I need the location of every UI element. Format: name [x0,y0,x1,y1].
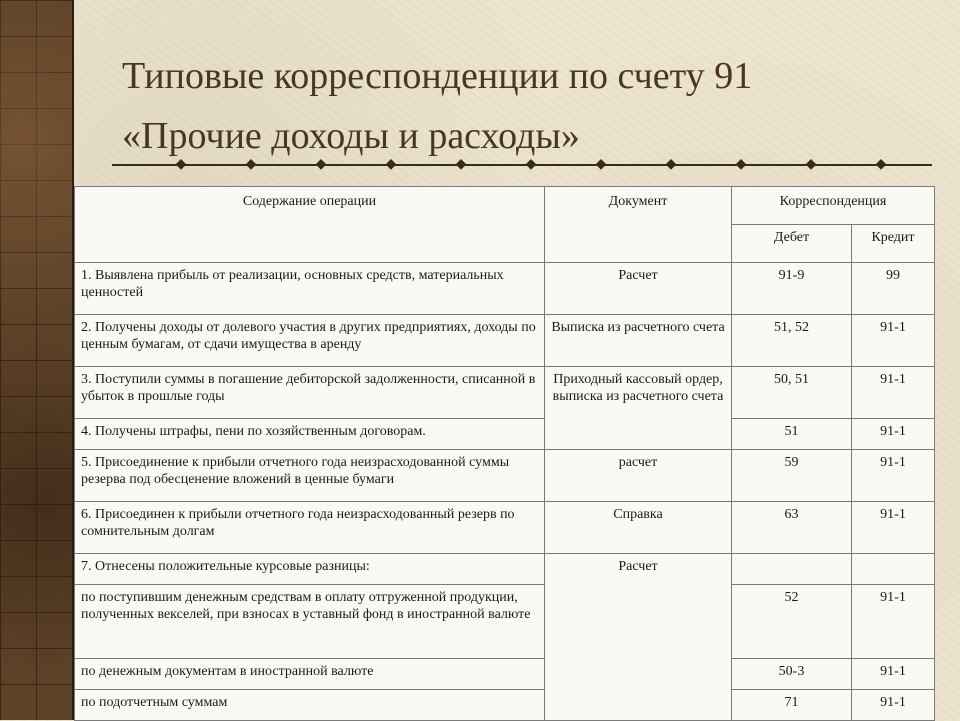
header-content: Содержание операции [75,187,545,263]
row-debit: 51, 52 [732,315,852,367]
row-content: 2. Получены доходы от долевого участия в других предприятиях, доходы по ценным бумагам, от сдачи имущества в аренду [75,315,545,367]
row-content: 6. Присоединен к прибыли отчетного года неизрасходованный резерв по сомнительным долгам [75,502,545,554]
table-row [75,690,935,721]
table-row [75,502,935,554]
row-credit: 91-1 [852,659,935,690]
row-content: по подотчетным суммам [75,690,545,721]
row-credit: 91-1 [852,690,935,721]
row-credit [852,554,935,585]
row-debit: 50-3 [732,659,852,690]
row-credit: 91-1 [852,367,935,419]
row-debit: 59 [732,450,852,502]
row-debit: 91-9 [732,263,852,315]
header-correspondence: Корреспонденция [732,187,935,225]
row-debit: 50, 51 [732,367,852,419]
row-content: по поступившим денежным средствам в оплату отгруженной продукции, полученных векселей, при взносах в уставный фонд в иностранной валюте [75,585,545,659]
row-debit: 52 [732,585,852,659]
table-row [75,263,935,315]
row-content: по денежным документам в иностранной валюте [75,659,545,690]
row-credit: 91-1 [852,502,935,554]
header-debit: Дебет [732,225,852,263]
row-document: Расчет [545,554,732,721]
row-content: 3. Поступили суммы в погашение дебиторской задолженности, списанной в убыток в прошлые годы [75,367,545,419]
table-row [75,554,935,585]
header-credit: Кредит [852,225,935,263]
row-credit: 91-1 [852,450,935,502]
row-content: 4. Получены штрафы, пени по хозяйственным договорам. [75,419,545,450]
row-debit: 51 [732,419,852,450]
slide-title [122,46,922,166]
title-divider: ◆ ◆ ◆ ◆ ◆ ◆ ◆ ◆ ◆ ◆ ◆ [112,164,932,184]
table-row [75,315,935,367]
row-credit: 91-1 [852,419,935,450]
decorative-side-strip [0,0,74,720]
row-credit: 99 [852,263,935,315]
row-credit: 91-1 [852,585,935,659]
correspondence-table [74,186,935,721]
row-content: 7. Отнесены положительные курсовые разницы: [75,554,545,585]
row-document: Справка [545,502,732,554]
row-content: 5. Присоединение к прибыли отчетного года неизрасходованной суммы резерва под обесценение вложений в ценные бумаги [75,450,545,502]
table-header-row [75,187,935,225]
row-document: расчет [545,450,732,502]
row-document: Расчет [545,263,732,315]
row-credit: 91-1 [852,315,935,367]
header-document: Документ [545,187,732,263]
row-debit [732,554,852,585]
table-row [75,419,935,450]
row-debit: 63 [732,502,852,554]
table-row [75,367,935,419]
table-row [75,659,935,690]
row-debit: 71 [732,690,852,721]
row-document: Выписка из расчетного счета [545,315,732,367]
row-document: Приходный кассовый ордер, выписка из расчетного счета [545,367,732,450]
table-row [75,585,935,659]
table-row [75,450,935,502]
row-content: 1. Выявлена прибыль от реализации, основных средств, материальных ценностей [75,263,545,315]
title-line-1: Типовые корреспонденции по счету 91 [122,55,753,97]
title-line-2: «Прочие доходы и расходы» [122,115,580,157]
